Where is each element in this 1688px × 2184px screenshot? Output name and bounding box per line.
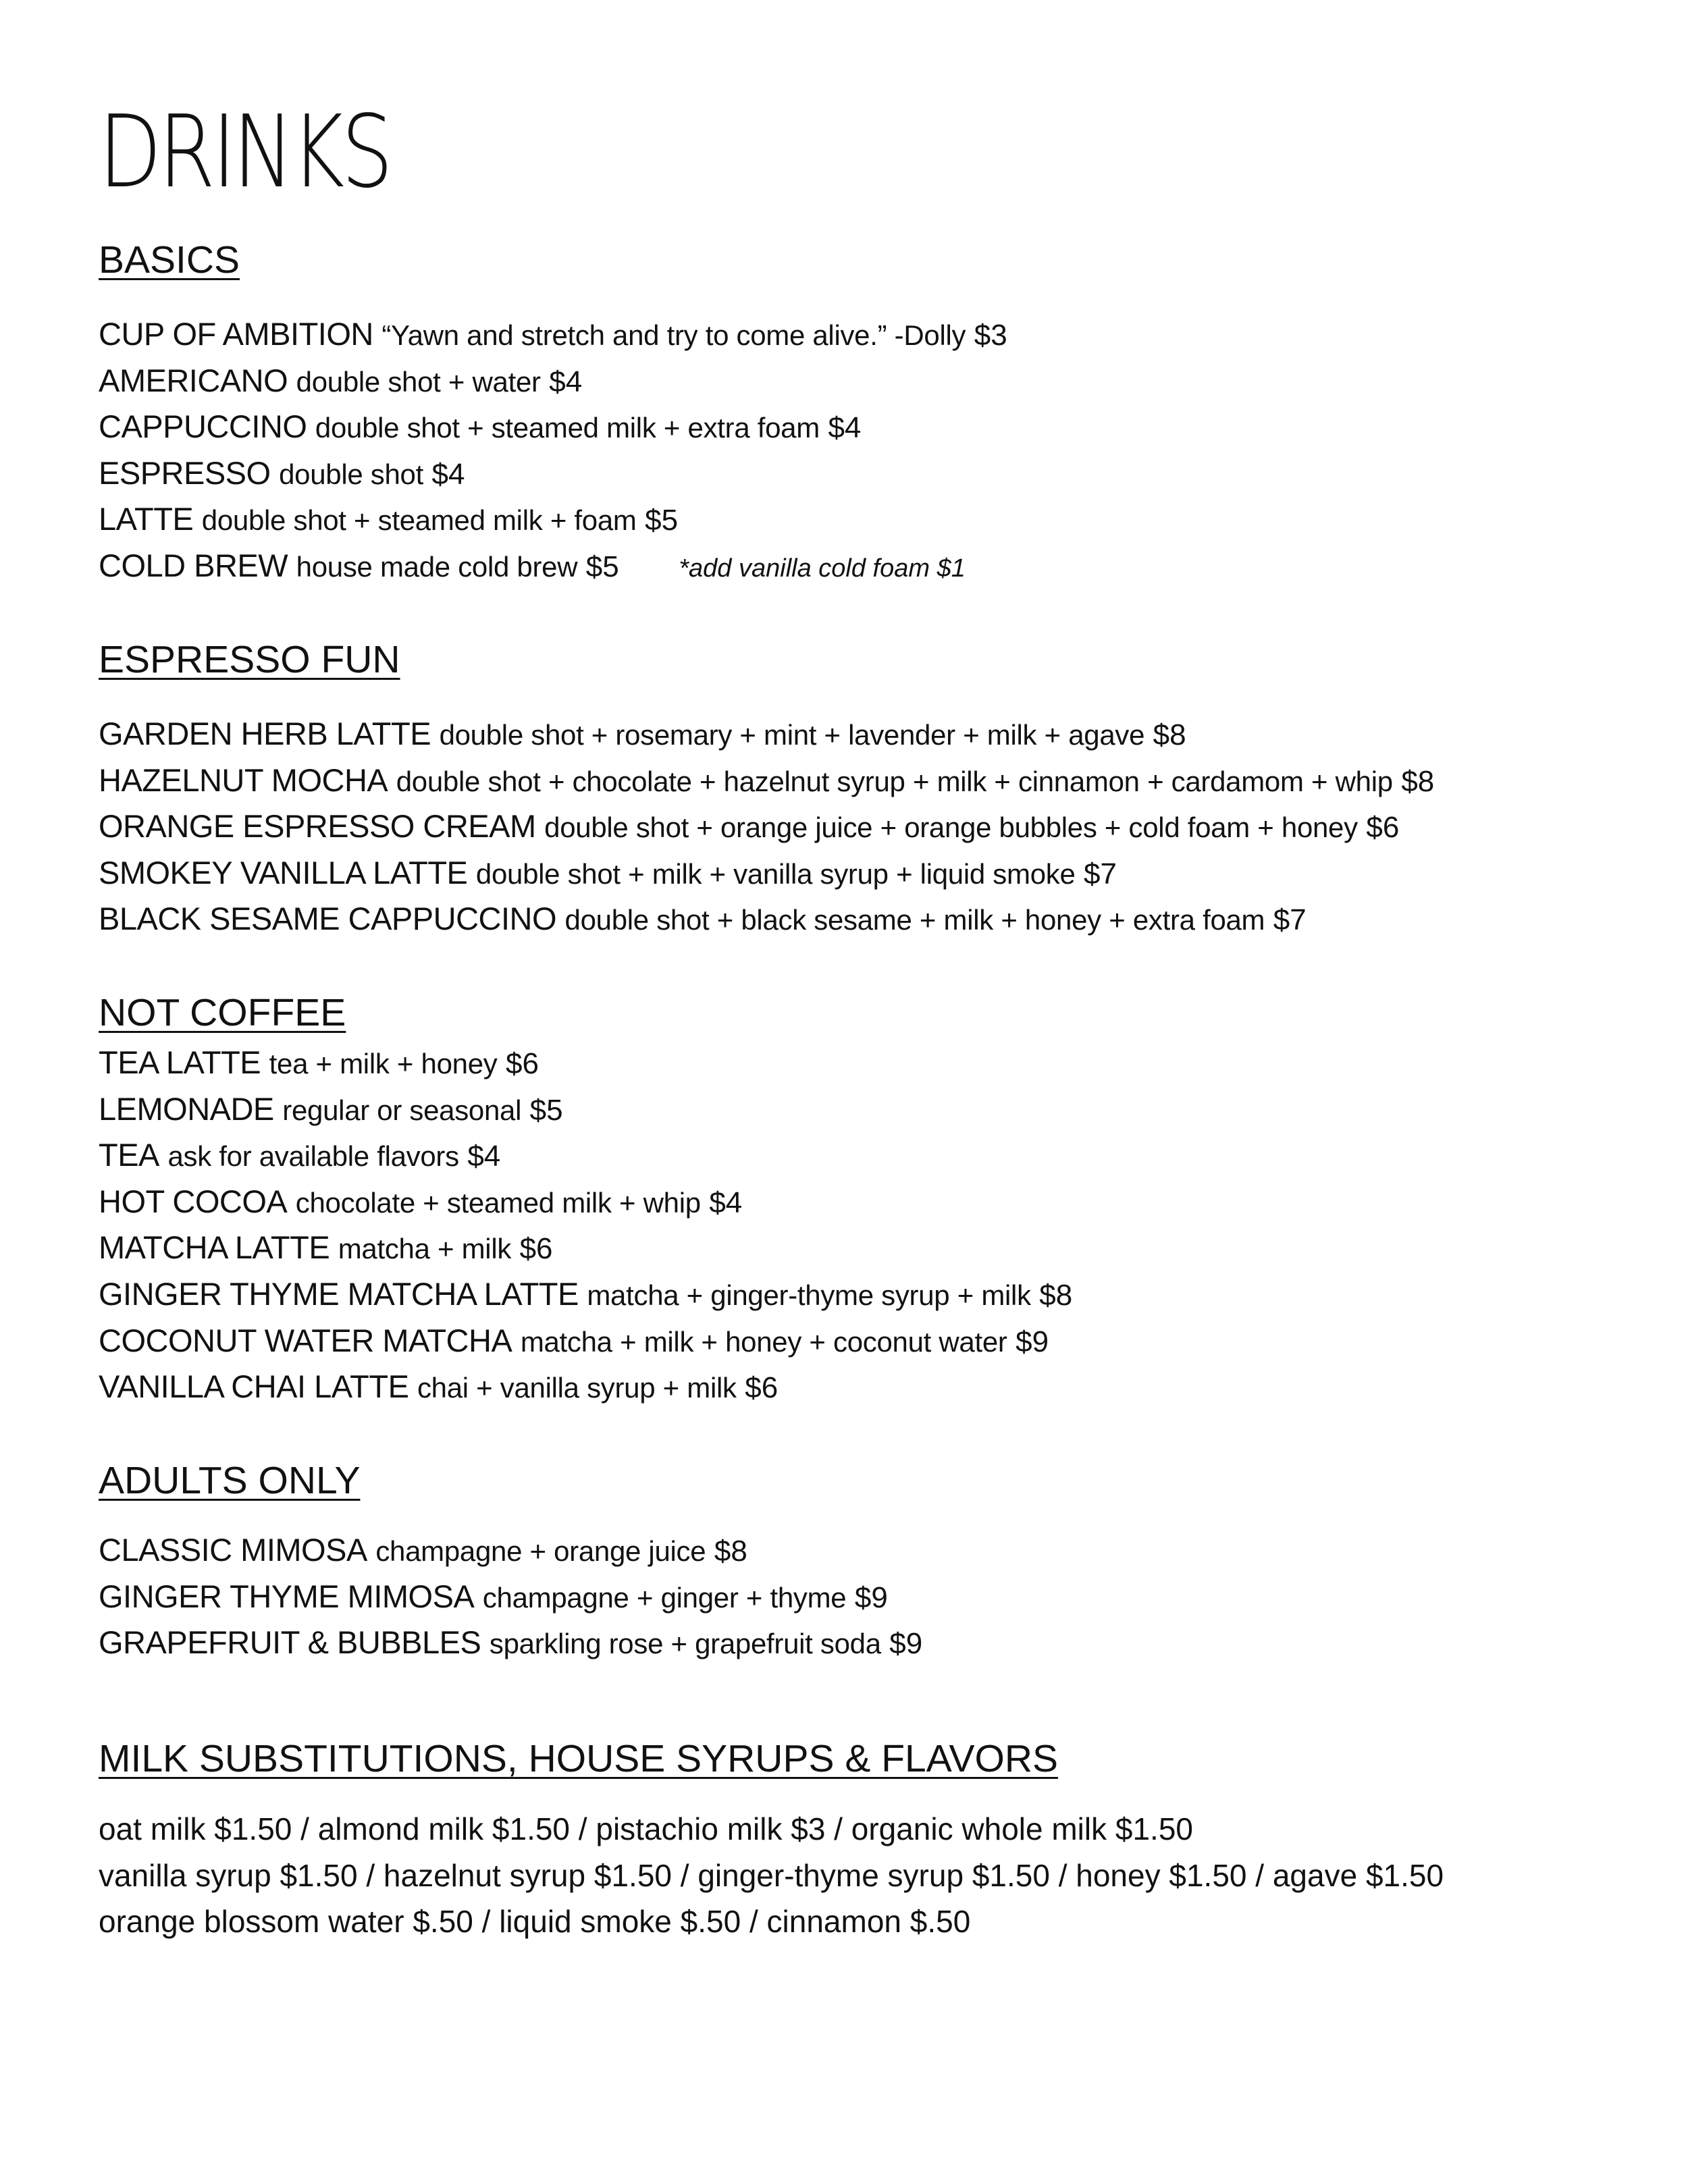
item-description: chocolate + steamed milk + whip	[295, 1186, 701, 1219]
item-price: $4	[709, 1186, 743, 1219]
menu-item	[99, 711, 1434, 757]
section-heading-substitutions: MILK SUBSTITUTIONS, HOUSE SYRUPS & FLAVORS	[99, 1737, 1059, 1780]
substitutions-line: vanilla syrup $1.50 / hazelnut syrup $1.50 / ginger-thyme syrup $1.50 / honey $1.50 / agave $1.50	[99, 1857, 1444, 1893]
section-heading-espresso-fun: ESPRESSO FUN	[99, 638, 400, 681]
menu-item	[99, 850, 1434, 897]
item-description: double shot + black sesame + milk + honey + extra foam	[564, 904, 1265, 936]
item-price: $6	[745, 1371, 779, 1405]
item-description: regular or seasonal	[282, 1094, 522, 1126]
item-description: chai + vanilla syrup + milk	[417, 1372, 737, 1404]
menu-item	[99, 1225, 1072, 1271]
item-name: HAZELNUT MOCHA	[99, 762, 388, 798]
menu-list-espresso-fun	[99, 711, 1434, 942]
item-name: VANILLA CHAI LATTE	[99, 1368, 409, 1405]
menu-item	[99, 1271, 1072, 1318]
item-price: $5	[645, 504, 679, 537]
item-price: $4	[431, 457, 465, 491]
item-name: CAPPUCCINO	[99, 408, 307, 445]
menu-item	[99, 757, 1434, 804]
item-name: LEMONADE	[99, 1090, 274, 1127]
item-price: $8	[1401, 764, 1435, 798]
item-price: $5	[529, 1093, 563, 1127]
item-description: double shot + chocolate + hazelnut syrup + milk + cinnamon + cardamom + whip	[396, 765, 1393, 797]
item-name: CUP OF AMBITION	[99, 316, 373, 352]
item-name: TEA	[99, 1137, 159, 1173]
item-name: GINGER THYME MIMOSA	[99, 1578, 475, 1614]
substitutions-line: oat milk $1.50 / almond milk $1.50 / pistachio milk $3 / organic whole milk $1.50	[99, 1811, 1194, 1846]
item-description: double shot + steamed milk + foam	[201, 504, 637, 537]
item-note: *add vanilla cold foam $1	[679, 554, 966, 583]
item-price: $5	[585, 550, 619, 583]
item-price: $4	[828, 411, 862, 445]
item-name: HOT COCOA	[99, 1183, 288, 1219]
menu-item	[99, 1179, 1072, 1225]
item-price: $6	[519, 1232, 553, 1266]
substitutions-line: orange blossom water $.50 / liquid smoke $.50 / cinnamon $.50	[99, 1904, 971, 1940]
item-name: TEA LATTE	[99, 1044, 261, 1080]
item-description: matcha + ginger-thyme syrup + milk	[587, 1279, 1031, 1311]
item-name: COLD BREW	[99, 547, 288, 583]
item-name: AMERICANO	[99, 362, 288, 398]
item-name: ESPRESSO	[99, 454, 271, 491]
item-price: $8	[1039, 1278, 1073, 1312]
menu-item	[99, 358, 1007, 404]
item-price: $9	[889, 1627, 923, 1661]
item-price: $4	[467, 1140, 501, 1173]
item-price: $9	[1016, 1325, 1049, 1358]
section-heading-basics: BASICS	[99, 238, 240, 282]
section-heading-adults-only: ADULTS ONLY	[99, 1459, 361, 1502]
menu-item	[99, 1364, 1072, 1410]
item-description: double shot + milk + vanilla syrup + liquid smoke	[475, 857, 1076, 890]
item-description: ask for available flavors	[167, 1140, 459, 1173]
item-name: ORANGE ESPRESSO CREAM	[99, 808, 536, 845]
item-name: GARDEN HERB LATTE	[99, 716, 431, 751]
item-description: tea + milk + honey	[269, 1048, 498, 1080]
menu-title: DRINKS	[99, 94, 390, 210]
item-name: MATCHA LATTE	[99, 1229, 330, 1266]
item-name: LATTE	[99, 501, 194, 537]
item-name: GRAPEFRUIT & BUBBLES	[99, 1624, 481, 1661]
item-description: sparkling rose + grapefruit soda	[489, 1628, 881, 1660]
menu-item	[99, 496, 1007, 543]
menu-item	[99, 1318, 1072, 1364]
item-description: double shot + water	[296, 365, 541, 398]
item-description: house made cold brew	[296, 550, 578, 583]
menu-item	[99, 450, 1007, 497]
item-description: double shot + steamed milk + extra foam	[315, 412, 820, 444]
menu-item	[99, 1040, 1072, 1086]
item-price: $7	[1273, 903, 1307, 937]
menu-item	[99, 1574, 922, 1620]
item-name: COCONUT WATER MATCHA	[99, 1322, 512, 1358]
menu-item	[99, 311, 1007, 358]
item-price: $6	[1366, 811, 1400, 845]
menu-item	[99, 1086, 1072, 1133]
item-name: CLASSIC MIMOSA	[99, 1532, 367, 1568]
item-description: champagne + ginger + thyme	[482, 1581, 847, 1614]
item-price: $9	[854, 1580, 888, 1614]
menu-item	[99, 1527, 922, 1574]
item-price: $8	[1153, 718, 1186, 751]
item-description: matcha + milk	[338, 1233, 512, 1265]
item-description: champagne + orange juice	[375, 1535, 706, 1567]
menu-item	[99, 404, 1007, 450]
item-description: double shot + orange juice + orange bubbles + cold foam + honey	[544, 811, 1358, 844]
menu-list-basics	[99, 311, 1007, 589]
item-description: double shot + rosemary + mint + lavender + milk + agave	[439, 719, 1145, 751]
substitutions-list	[99, 1806, 1444, 1945]
item-description: “Yawn and stretch and try to come alive.” -Dolly	[381, 319, 966, 351]
item-name: GINGER THYME MATCHA LATTE	[99, 1275, 579, 1312]
item-price: $4	[549, 365, 583, 398]
item-description: double shot	[279, 458, 423, 490]
section-heading-not-coffee: NOT COFFEE	[99, 991, 346, 1034]
menu-item	[99, 803, 1434, 850]
item-name: BLACK SESAME CAPPUCCINO	[99, 901, 557, 937]
item-price: $7	[1084, 857, 1117, 890]
menu-item	[99, 1132, 1072, 1179]
item-price: $6	[505, 1047, 539, 1080]
menu-item	[99, 543, 1007, 589]
item-description: matcha + milk + honey + coconut water	[520, 1325, 1007, 1358]
menu-list-adults-only	[99, 1527, 922, 1666]
item-name: SMOKEY VANILLA LATTE	[99, 854, 468, 890]
item-price: $8	[714, 1535, 747, 1568]
item-price: $3	[974, 319, 1007, 352]
menu-list-not-coffee	[99, 1040, 1072, 1410]
menu-item	[99, 1620, 922, 1666]
menu-item	[99, 896, 1434, 942]
